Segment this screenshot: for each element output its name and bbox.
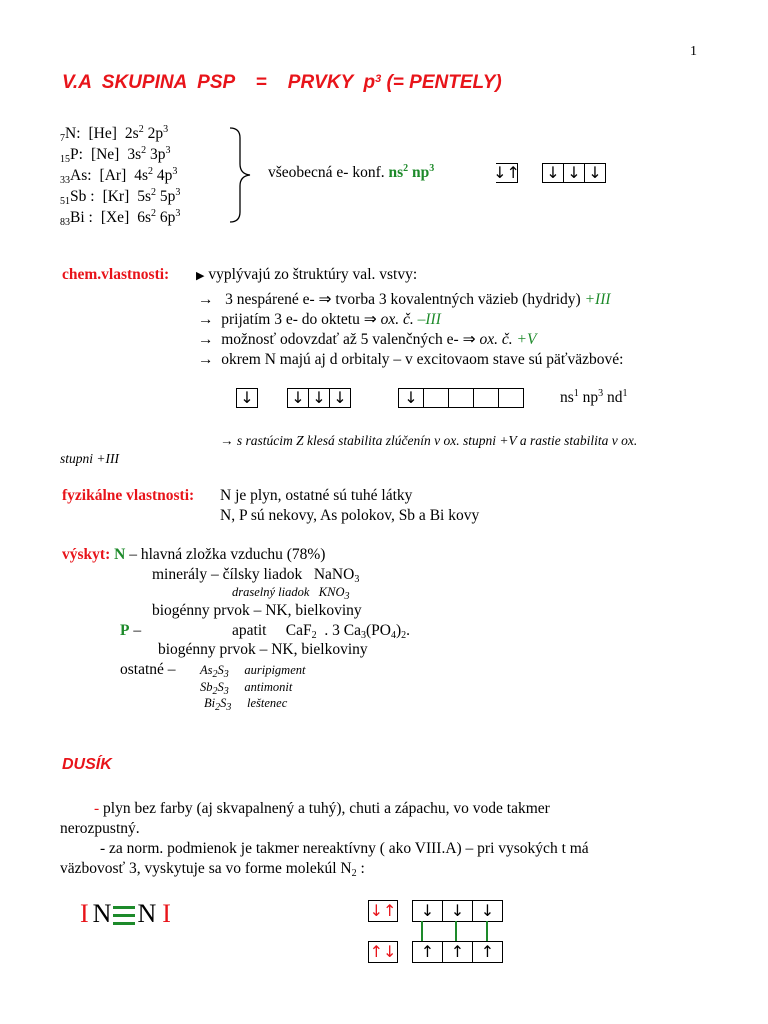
s-subshell: 2s	[124, 125, 139, 142]
s-subshell: 6s	[137, 209, 152, 226]
orbital-s-box-1	[493, 163, 520, 183]
orbital-cell: ↓	[563, 163, 585, 183]
triple-bond	[111, 906, 137, 926]
orbital-2-label: $ns^1$ $np^3$ $nd^1$	[560, 388, 628, 406]
dusik-line-3: - za norm. podmienok je takmer nereaktívny ( ako VIII.A) – pri vysokých t má	[100, 840, 589, 857]
bond-lines	[412, 921, 504, 943]
orbital-cell: ↓	[472, 900, 503, 922]
electron-config-row: $_{15}$P: [Ne] $3s^2$ $3p^3$	[60, 145, 171, 165]
dusik-line-4: väzbovosť 3, vyskytuje sa vo forme molekúl $N_2$ :	[60, 860, 365, 879]
element-symbol: As:	[70, 167, 92, 184]
atomic-number: 15	[60, 154, 70, 165]
core-config: [Ar]	[99, 167, 127, 184]
electron-config-row: $_{51}$Sb : [Kr] $5s^2$ $5p^3$	[60, 187, 181, 207]
phys-label: fyzikálne vlastnosti:	[62, 487, 195, 504]
page-title	[62, 72, 502, 94]
p-subshell: 5p	[159, 188, 176, 205]
atomic-number: 51	[60, 196, 70, 207]
right-arrow-icon: →	[198, 291, 214, 308]
nitrogen-atom-right: N	[137, 899, 157, 928]
title-tail: (= PENTELY)	[381, 72, 502, 93]
vyskyt-ostatne: ostatné –	[120, 661, 176, 678]
general-config-label: všeobecná e- konf.	[268, 164, 385, 181]
general-config-value: $ns^2$ $np^3$	[388, 163, 435, 181]
orbital-cell: ↓	[308, 388, 330, 408]
n2-bottom-p-box	[412, 941, 503, 963]
orbital-cell: ↓	[287, 388, 309, 408]
dusik-line-2: nerozpustný.	[60, 820, 140, 837]
orbital-cell: ↓	[236, 388, 258, 408]
phys-line-1: N je plyn, ostatné sú tuhé látky	[220, 487, 413, 504]
element-symbol: P:	[70, 146, 83, 163]
element-symbol: Bi :	[70, 209, 93, 226]
electron-config-row: $_{33}$As: [Ar] $4s^2$ $4p^3$	[60, 166, 178, 186]
lone-pair-right: I	[162, 899, 171, 928]
orbital-cell: ↓	[412, 900, 443, 922]
chem-intro: ▶ vyplývajú zo štruktúry val. vstvy:	[196, 266, 418, 283]
n2-top-s-box	[368, 900, 398, 922]
vyskyt-line-n: výskyt: N – hlavná zložka vzduchu (78%)	[62, 546, 326, 563]
right-arrow-icon: →	[198, 311, 214, 328]
orbital-cell: ↓	[542, 163, 564, 183]
orbital-cell: ↓	[329, 388, 351, 408]
orbital-cell: ↓↑	[369, 901, 397, 920]
title-main: V.A SKUPINA PSP = PRVKY p	[62, 72, 376, 93]
stability-note-1: → s rastúcim Z klesá stabilita zlúčenín v ox. stupni +V a rastie stabilita v ox.	[220, 433, 638, 448]
vyskyt-kno3: draselný liadok $KNO_3$	[232, 585, 350, 602]
orbital-p-box-1	[542, 163, 606, 183]
atomic-number: 83	[60, 217, 70, 228]
orbital-cell: ↓	[398, 388, 424, 408]
orbital-cell: ↓	[584, 163, 606, 183]
vyskyt-bio-2: biogénny prvok – NK, bielkoviny	[158, 641, 368, 658]
chem-line-4: → okrem N majú aj d orbitaly – v excitovaom stave sú päťväzbové:	[198, 351, 624, 368]
s-subshell: 5s	[137, 188, 152, 205]
orbital-cell	[473, 388, 499, 408]
mineral-sb2s3: $Sb_2S_3$ antimonit	[200, 680, 293, 697]
vyskyt-minerals: minerály – čílsky liadok NaNO$_3$	[152, 566, 360, 585]
chem-label: chem.vlastnosti:	[62, 266, 170, 283]
mineral-bi2s3: $Bi_2S_3$ leštenec	[204, 696, 288, 713]
mineral-as2s3: $As_2S_3$ auripigment	[200, 663, 306, 680]
chem-line-1: → 3 nespárené e- ⇒ tvorba 3 kovalentných väzieb (hydridy) +III	[198, 291, 611, 308]
orbital-d-box-2	[398, 388, 524, 408]
dusik-line-1: - plyn bez farby (aj skvapalnený a tuhý), chuti a zápachu, vo vode takmer	[94, 800, 550, 817]
orbital-cell: ↑	[442, 941, 473, 963]
atomic-number: 7	[60, 133, 65, 144]
curly-brace	[228, 126, 254, 224]
orbital-cell	[448, 388, 474, 408]
s-subshell: 4s	[134, 167, 149, 184]
orbital-cell: ↑	[412, 941, 443, 963]
s-subshell: 3s	[127, 146, 142, 163]
element-symbol: Sb :	[70, 188, 95, 205]
stability-note-2: stupni +III	[60, 451, 119, 466]
orbital-cell	[423, 388, 449, 408]
triangle-bullet-icon: ▶	[196, 270, 205, 282]
core-config: [Xe]	[100, 209, 130, 226]
core-config: [He]	[88, 125, 117, 142]
section-title-dusik: DUSÍK	[62, 756, 112, 773]
orbital-cell: ↓	[442, 900, 473, 922]
n2-bottom-s-box	[368, 941, 398, 963]
electron-config-row: $_{83}$Bi : [Xe] $6s^2$ $6p^3$	[60, 208, 181, 228]
core-config: [Kr]	[102, 188, 130, 205]
chem-line-2: → prijatím 3 e- do oktetu ⇒ ox. č. –III	[198, 311, 441, 328]
general-config	[268, 164, 434, 182]
atomic-number: 33	[60, 175, 70, 186]
p-subshell: 4p	[156, 167, 173, 184]
core-config: [Ne]	[90, 146, 120, 163]
title-sup: 3	[375, 73, 382, 85]
n2-top-p-box	[412, 900, 503, 922]
chem-line-3: → možnosť odovzdať až 5 valenčných e- ⇒ ox. č. +V	[198, 331, 537, 348]
phys-line-2: N, P sú nekovy, As polokov, Sb a Bi kovy	[220, 507, 480, 524]
p-subshell: 6p	[159, 209, 176, 226]
orbital-cell: ↑↓	[369, 942, 397, 961]
page-number: 1	[690, 44, 697, 59]
vyskyt-line-p: P –	[120, 622, 142, 639]
orbital-p-box-2	[287, 388, 351, 408]
vyskyt-apatit: apatit CaF$_2$ . 3 $Ca_3(PO_4)_2$.	[232, 622, 411, 641]
orbital-cell	[498, 388, 524, 408]
p-subshell: 3p	[150, 146, 166, 163]
orbital-cell: ↓↑	[493, 163, 520, 182]
orbital-cell: ↑	[472, 941, 503, 963]
nitrogen-atom-left: N	[92, 899, 112, 928]
element-symbol: N:	[65, 125, 81, 142]
p-subshell: 2p	[147, 125, 164, 142]
right-arrow-icon: →	[198, 331, 214, 348]
electron-config-row: $_7$N: [He] $2s^2$ $2p^3$	[60, 124, 169, 144]
lewis-structure-n2	[80, 898, 171, 930]
lone-pair-left: I	[80, 899, 89, 928]
orbital-s-box-2	[236, 388, 258, 408]
vyskyt-bio-1: biogénny prvok – NK, bielkoviny	[152, 602, 362, 619]
right-arrow-icon: →	[198, 351, 214, 368]
